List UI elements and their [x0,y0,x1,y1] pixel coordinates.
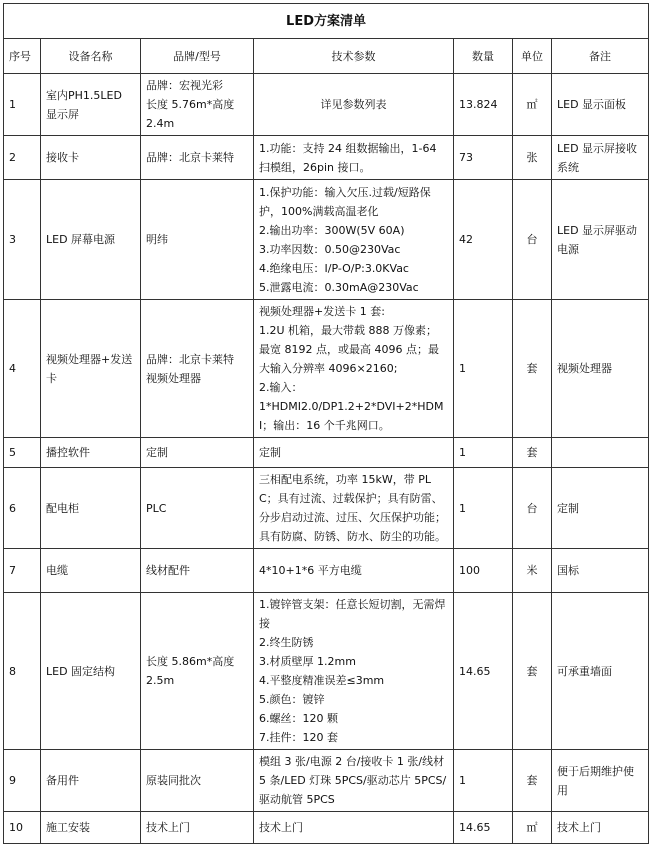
table-row [4,438,649,468]
header-quantity: 数量 [454,39,513,74]
row-index: 1 [4,74,41,136]
tech-params-line: 三相配电系统，功率 15kW，带 PLC；具有过流、过载保护；具有防雷、分步启动过流、过压、欠压保护功能；具有防腐、防锈、防水、防尘的功能。 [259,473,446,543]
brand-model-line: 原装同批次 [146,774,201,787]
tech-params-line: 定制 [259,446,281,459]
brand-model [141,468,254,549]
device-name: LED 屏幕电源 [41,180,141,300]
brand-model-line: 长度 5.86m*高度 2.5m [146,655,235,687]
unit: 套 [513,438,552,468]
tech-params-line: 5.泄露电流：0.30mA@230Vac [259,280,419,294]
remark: LED 显示屏接收系统 [552,136,649,180]
tech-params-line: 1.功能：支持 24 组数据输出，1-64 扫模组，26pin 接口。 [259,141,437,174]
tech-params-line: 1.2U 机箱，最大带载 888 万像素；最宽 8192 点，或最高 4096 点；最大输入分辨率 4096×2160; [259,324,439,375]
brand-model [141,812,254,844]
tech-params-line: 详见参数列表 [320,98,387,111]
tech-params [254,750,454,812]
brand-model [141,300,254,438]
tech-params [254,812,454,844]
tech-params-line: 5.颜色：镀锌 [259,693,325,706]
tech-params-line: 3.材质壁厚 1.2mm [259,655,356,668]
brand-model [141,438,254,468]
table-row [4,549,649,593]
brand-model [141,750,254,812]
brand-model-line: 品牌：北京卡莱特 [146,151,234,164]
tech-params [254,593,454,750]
header-remark: 备注 [552,39,649,74]
quantity: 1 [454,300,513,438]
quantity: 1 [454,438,513,468]
row-index: 10 [4,812,41,844]
brand-model-line: PLC [146,501,167,515]
tech-params-line: 技术上门 [259,821,303,834]
tech-params-line: 2.终生防锈 [259,636,314,649]
tech-params-line: 视频处理器+发送卡 1 套: [259,305,385,318]
brand-model [141,180,254,300]
row-index: 2 [4,136,41,180]
table-row [4,812,649,844]
table-row [4,74,649,136]
row-index: 3 [4,180,41,300]
row-index: 9 [4,750,41,812]
brand-model [141,549,254,593]
remark: 视频处理器 [552,300,649,438]
tech-params-line: 7.挂件：120 套 [259,731,338,744]
tech-params-line: 3.功率因数：0.50@230Vac [259,242,401,256]
row-index: 4 [4,300,41,438]
quantity: 14.65 [454,593,513,750]
device-name: LED 固定结构 [41,593,141,750]
tech-params [254,549,454,593]
unit: 台 [513,180,552,300]
table-row [4,300,649,438]
remark: LED 显示面板 [552,74,649,136]
led-plan-sheet [3,3,648,844]
tech-params-line: 2.输入： [259,381,303,394]
unit: ㎡ [513,812,552,844]
led-plan-table [3,3,649,844]
brand-model [141,136,254,180]
quantity: 13.824 [454,74,513,136]
table-row [4,136,649,180]
remark: 可承重墙面 [552,593,649,750]
tech-params-line: 4.绝缘电压：I/P-O/P:3.0KVac [259,261,409,275]
header-tech-params: 技术参数 [254,39,454,74]
tech-params-line: 模组 3 张/电源 2 台/接收卡 1 张/线材 5 条/LED 灯珠 5PCS/驱动芯片 5PCS/驱动航管 5PCS [259,755,447,806]
device-name: 电缆 [41,549,141,593]
quantity: 100 [454,549,513,593]
row-index: 8 [4,593,41,750]
tech-params [254,300,454,438]
brand-model-line: 视频处理器 [146,371,201,385]
device-name: 备用件 [41,750,141,812]
brand-model [141,593,254,750]
unit: 米 [513,549,552,593]
header-unit: 单位 [513,39,552,74]
device-name: 接收卡 [41,136,141,180]
device-name: 播控软件 [41,438,141,468]
device-name: 施工安装 [41,812,141,844]
unit: ㎡ [513,74,552,136]
unit: 套 [513,750,552,812]
unit: 台 [513,468,552,549]
row-index: 5 [4,438,41,468]
tech-params-line: 1*HDMI2.0/DP1.2+2*DVI+2*HDMI；输出：16 个千兆网口。 [259,400,444,432]
remark: 便于后期维护使用 [552,750,649,812]
table-title: LED方案清单 [4,4,649,39]
unit: 张 [513,136,552,180]
table-title-row [4,4,649,39]
remark: 定制 [552,468,649,549]
brand-model-line: 定制 [146,446,168,459]
quantity: 14.65 [454,812,513,844]
table-row [4,180,649,300]
tech-params [254,136,454,180]
tech-params [254,74,454,136]
quantity: 42 [454,180,513,300]
tech-params-line: 4.平整度精准误差≤3mm [259,674,385,687]
device-name: 配电柜 [41,468,141,549]
table-row [4,750,649,812]
quantity: 1 [454,468,513,549]
device-name: 室内PH1.5LED 显示屏 [41,74,141,136]
remark: 技术上门 [552,812,649,844]
tech-params [254,468,454,549]
table-row [4,593,649,750]
brand-model-line: 技术上门 [146,821,190,834]
unit: 套 [513,300,552,438]
tech-params-line: 1.镀锌管支架：任意长短切割，无需焊接 [259,598,446,630]
header-device-name: 设备名称 [41,39,141,74]
header-brand-model: 品牌/型号 [141,39,254,74]
brand-model-line: 线材配件 [146,564,190,577]
tech-params-line: 1.保护功能：输入欠压.过载/短路保护，100%满载高温老化 [259,185,431,218]
quantity: 73 [454,136,513,180]
brand-model [141,74,254,136]
tech-params-line: 6.螺丝：120 颗 [259,712,338,725]
unit: 套 [513,593,552,750]
header-index: 序号 [4,39,41,74]
tech-params-line: 4*10+1*6 平方电缆 [259,564,362,577]
table-header-row [4,39,649,74]
device-name: 视频处理器+发送卡 [41,300,141,438]
brand-model-line: 品牌：宏视光彩 [146,79,223,92]
tech-params-line: 2.输出功率：300W(5V 60A) [259,223,405,237]
remark: 国标 [552,549,649,593]
remark [552,438,649,468]
table-row [4,468,649,549]
tech-params [254,438,454,468]
row-index: 7 [4,549,41,593]
brand-model-line: 品牌：北京卡莱特 [146,352,234,366]
quantity: 1 [454,750,513,812]
brand-model-line: 明纬 [146,233,168,246]
brand-model-line: 长度 5.76m*高度 2.4m [146,98,235,130]
tech-params [254,180,454,300]
row-index: 6 [4,468,41,549]
remark: LED 显示屏驱动电源 [552,180,649,300]
